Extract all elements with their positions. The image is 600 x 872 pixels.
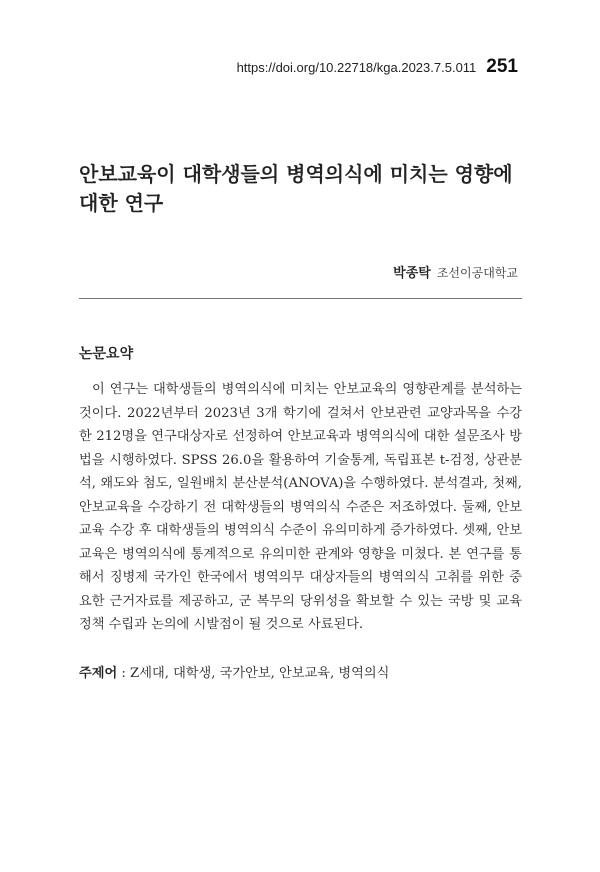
author-affiliation: 조선이공대학교 — [436, 266, 518, 280]
doi-link[interactable]: https://doi.org/10.22718/kga.2023.7.5.011 — [236, 60, 477, 75]
keywords-separator: : — [117, 666, 131, 681]
author-line — [393, 262, 518, 281]
title-divider — [79, 298, 522, 299]
keywords-value: Z세대, 대학생, 국가안보, 안보교육, 병역의식 — [130, 666, 390, 681]
author-name: 박종탁 — [393, 266, 431, 281]
keywords-line — [79, 662, 389, 681]
abstract-body: 이 연구는 대학생들의 병역의식에 미치는 안보교육의 영향관계를 분석하는 것이다. 2022년부터 2023년 3개 학기에 걸쳐서 안보관련 교양과목을 수강한 212명을 연구대상자로 선정하여 안보교육과 병역의식에 대한 설문조사 방법을 시행하였다. SPSS 26.0을 활용하여 기술통계, 독립표본 t-검정, 상관분석, 왜도와 첨도, 일원배치 분산분석(ANOVA)을 수행하였다. 분석결과, 첫째, 안보교육을 수강하기 전 대학생들의 병역의식 수준은 저조하였다. 둘째, 안보교육 수강 후 대학생들의 병역의식 수준이 유의미하게 증가하였다. 셋째, 안보교육은 병역의식에 통계적으로 유의미한 관계와 영향을 미쳤다. 본 연구를 통해서 징병제 국가인 한국에서 병역의무 대상자들의 병역의식 고취를 위한 중요한 근거자료를 제공하고, 군 복무의 당위성을 확보할 수 있는 국방 및 교육정책 수립과 논의에 시발점이 될 것으로 사료된다. — [79, 382, 522, 632]
header-line — [237, 56, 518, 78]
abstract-heading: 논문요약 — [79, 346, 134, 362]
page-number: 251 — [486, 56, 518, 77]
paper-title: 안보교육이 대학생들의 병역의식에 미치는 영향에 대한 연구 — [79, 162, 513, 215]
keywords-label: 주제어 — [79, 666, 118, 681]
